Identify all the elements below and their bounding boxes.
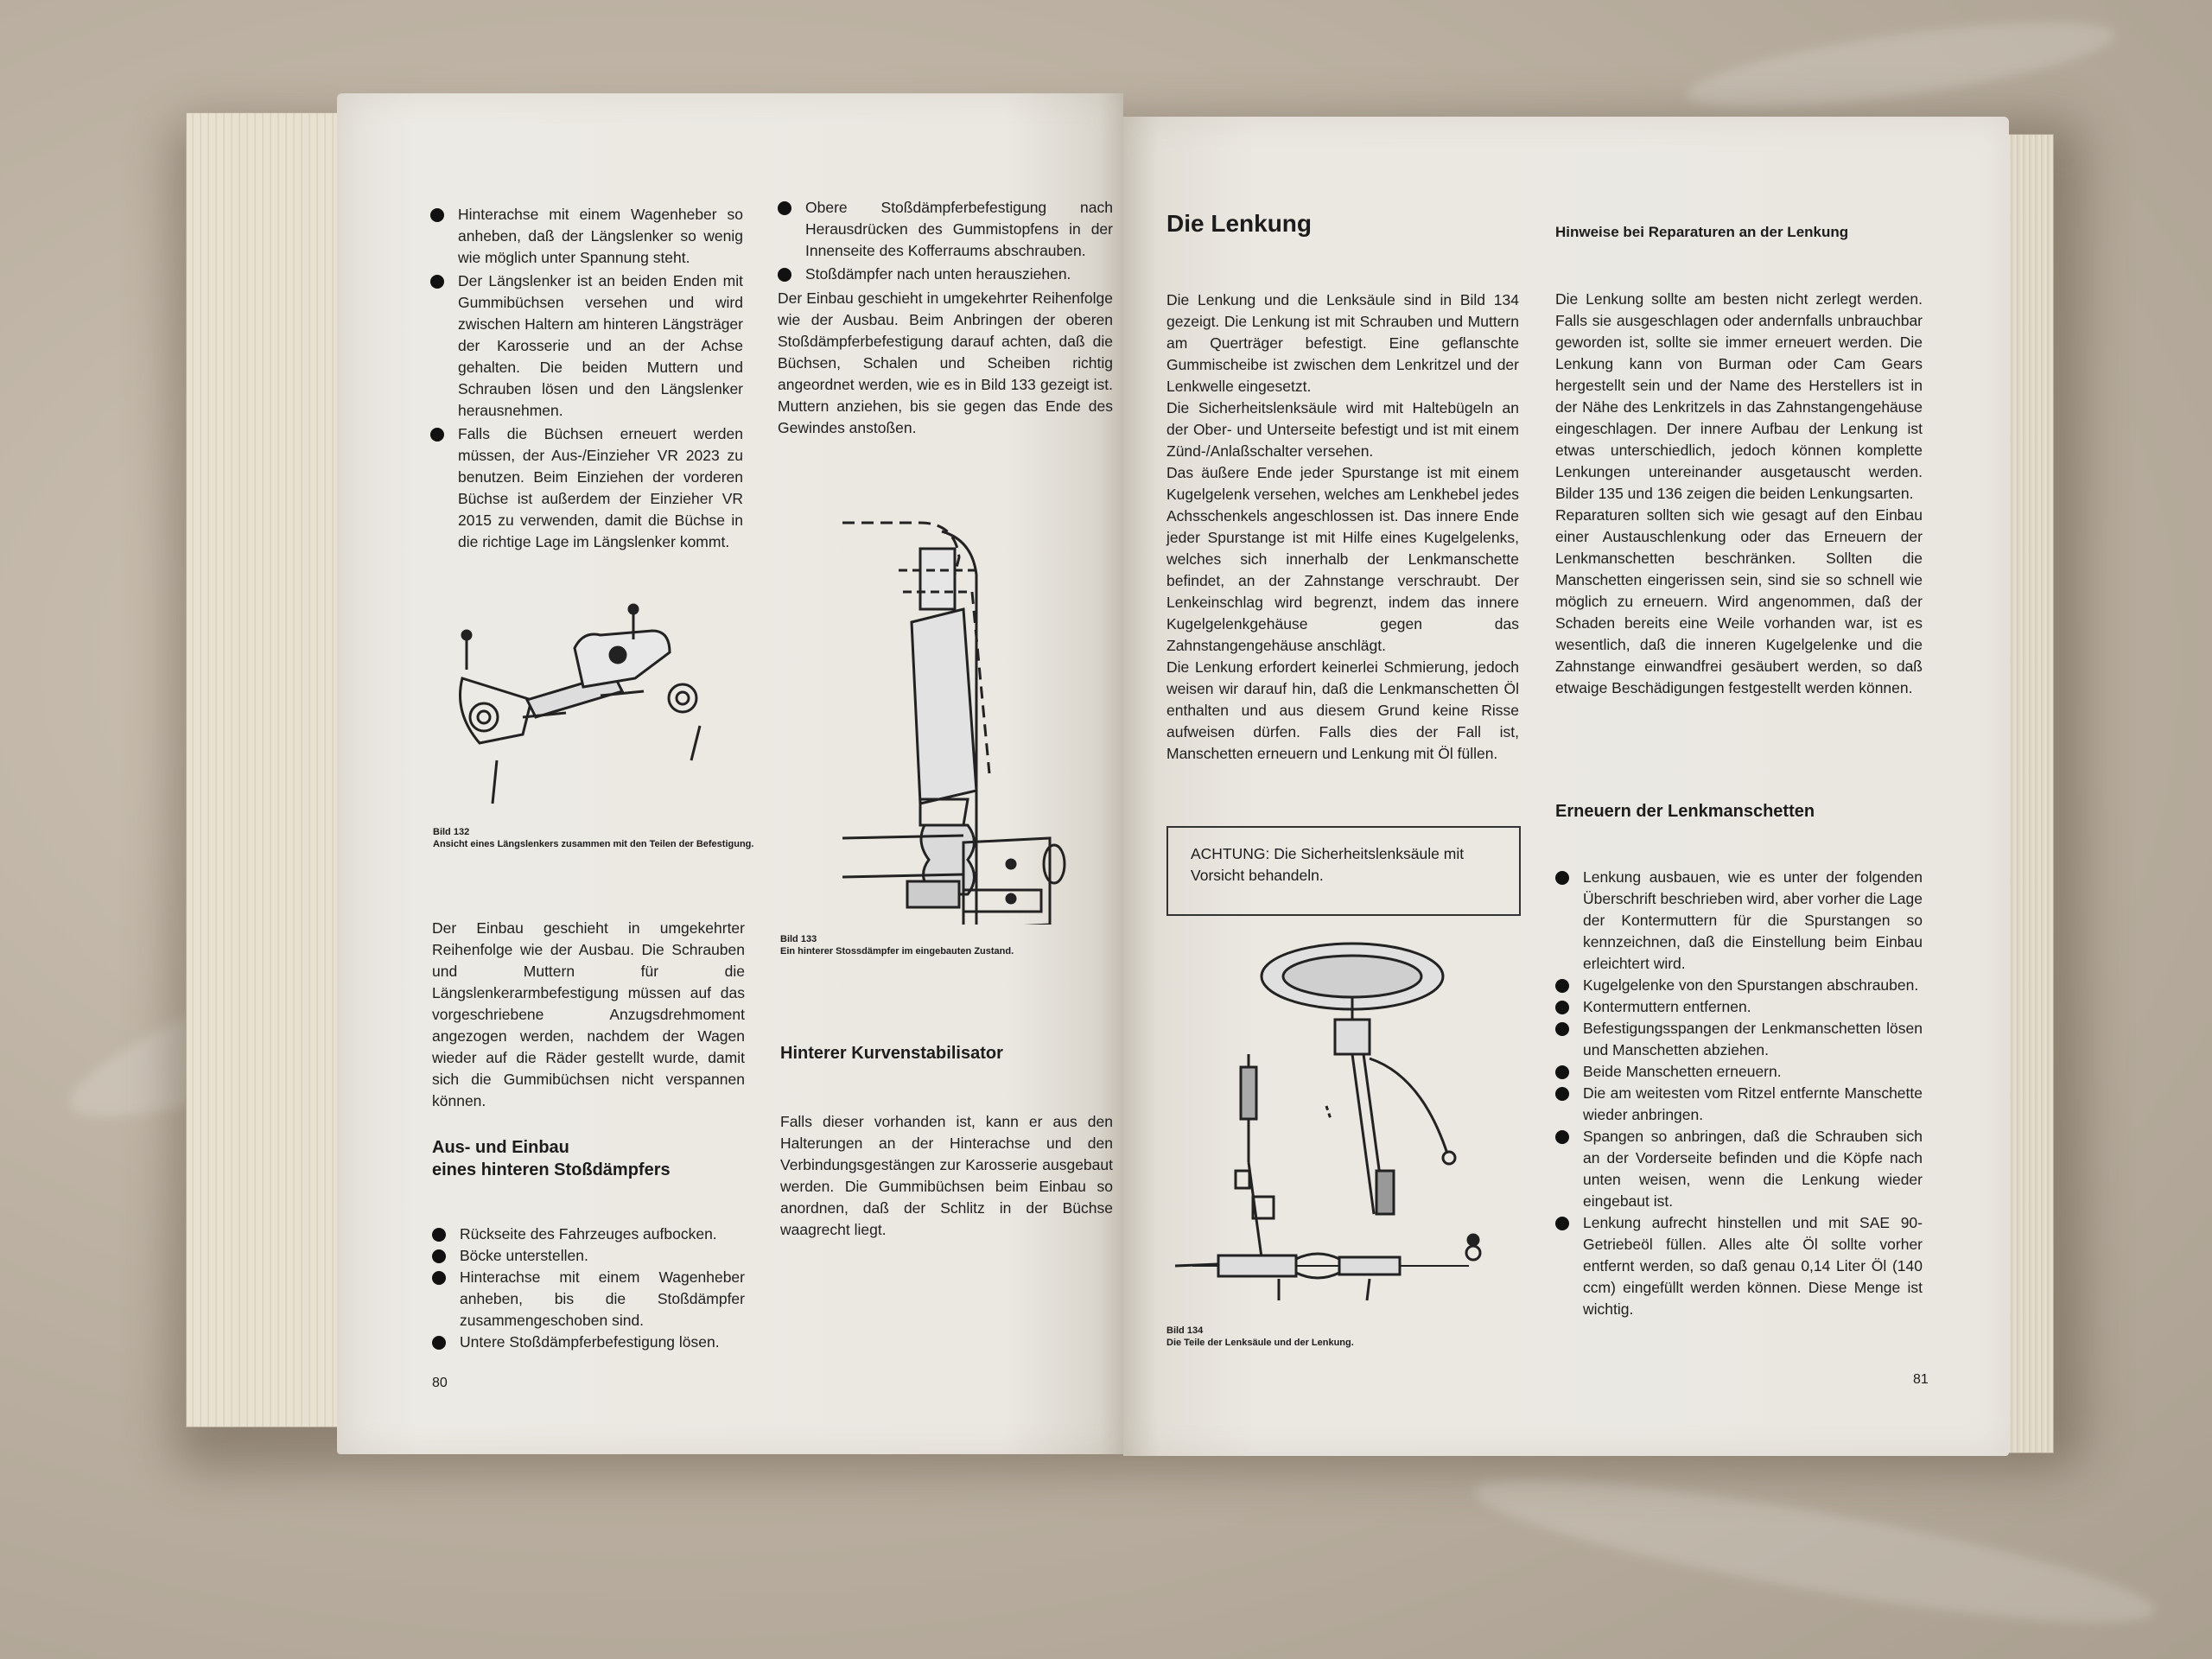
bullet-icon bbox=[432, 1271, 446, 1285]
figure-132-caption: Bild 132 Ansicht eines Längslenkers zusammen mit den Teilen der Befestigung. bbox=[433, 827, 754, 849]
left-col1-bullets-top bbox=[430, 204, 743, 553]
bullet-icon bbox=[1555, 1001, 1569, 1014]
list-item: Der Längslenker ist an beiden Enden mit Gummibüchsen versehen und wird zwischen Haltern am hinteren Längsträger der Karosserie und an der Achse gehalten. Die beiden Muttern und Schrauben lösen und den Längslenker herausnehmen. bbox=[430, 270, 743, 422]
heading-hinweise: Hinweise bei Reparaturen an der Lenkung bbox=[1555, 224, 1849, 240]
left-col2-bullets-top bbox=[778, 197, 1113, 285]
bullet-icon bbox=[1555, 1022, 1569, 1036]
page-title: Die Lenkung bbox=[1166, 210, 1313, 237]
bullet-icon bbox=[778, 268, 791, 282]
page-number-left: 80 bbox=[432, 1376, 448, 1390]
heading-stossdaempfer: Aus- und Einbau eines hinteren Stoßdämpfers bbox=[432, 1138, 671, 1179]
right-col2-bullets bbox=[1555, 867, 1923, 1320]
page-number-right: 81 bbox=[1913, 1372, 1929, 1387]
left-col1-para-einbau: Der Einbau geschieht in umgekehrter Reihenfolge wie der Ausbau. Die Schrauben und Muttern für die Längslenkerarmbefestigung müssen auf das vorgeschriebene Anzugsdrehmoment angezogen werden, nachdem der Wagen wieder auf die Räder gestellt wurde, damit sich die Gummibüchsen nicht verspannen können. bbox=[432, 919, 745, 1109]
bullet-icon bbox=[430, 275, 444, 289]
list-item: Böcke unterstellen. bbox=[432, 1245, 745, 1267]
heading-kurvenstabilisator: Hinterer Kurvenstabilisator bbox=[780, 1044, 1003, 1063]
list-item: Untere Stoßdämpferbefestigung lösen. bbox=[432, 1332, 745, 1353]
list-item: Obere Stoßdämpferbefestigung nach Herausdrücken des Gummistopfens in der Innenseite des Kofferraums abschrauben. bbox=[778, 197, 1113, 262]
left-col1-bullets-stoss bbox=[432, 1224, 745, 1353]
left-col2-para-kurven: Falls dieser vorhanden ist, kann er aus den Halterungen an der Hinterachse und den Verbindungsgestängen zur Karosserie ausgebaut werden. Die Gummibüchsen beim Einbau so anordnen, daß der Schlitz in der Büchse waagrecht liegt. bbox=[780, 1113, 1113, 1238]
list-item: Rückseite des Fahrzeuges aufbocken. bbox=[432, 1224, 745, 1245]
figure-133-caption: Bild 133 Ein hinterer Stossdämpfer im eingebauten Zustand. bbox=[780, 934, 1014, 957]
list-item: Lenkung aufrecht hinstellen und mit SAE 90-Getriebeöl füllen. Alles alte Öl sollte vorher entfernt werden, so daß genau 0,14 Liter Öl (140 ccm) eingefüllt werden können. Diese Menge ist wichtig. bbox=[1555, 1212, 1923, 1320]
bullet-icon bbox=[1555, 1217, 1569, 1230]
list-item: Spangen so anbringen, daß die Schrauben sich an der Vorderseite befinden und die Köpfe nach unten weisen, wenn die Lenkung wieder eingebaut ist. bbox=[1555, 1126, 1923, 1212]
bullet-icon bbox=[1555, 1065, 1569, 1079]
bullet-icon bbox=[1555, 1130, 1569, 1144]
list-item: Befestigungsspangen der Lenkmanschetten lösen und Manschetten abziehen. bbox=[1555, 1018, 1923, 1061]
list-item: Falls die Büchsen erneuert werden müssen, der Aus-/Einzieher VR 2023 zu benutzen. Beim Einziehen der vorderen Büchse ist außerdem der Einzieher VR 2015 zu verwenden, damit die Büchse in die richtige Lage im Längslenker kommt. bbox=[430, 423, 743, 553]
bullet-icon bbox=[432, 1228, 446, 1242]
figure-133-shock-absorber bbox=[842, 514, 1102, 925]
floor-texture bbox=[1467, 1452, 2161, 1649]
bullet-icon bbox=[432, 1249, 446, 1263]
bullet-icon bbox=[430, 428, 444, 442]
floor-texture bbox=[1683, 5, 2120, 125]
bullet-icon bbox=[430, 208, 444, 222]
list-item: Hinterachse mit einem Wagenheber so anheben, daß der Längslenker so wenig wie möglich unter Spannung steht. bbox=[430, 204, 743, 269]
right-page-edges bbox=[2005, 134, 2054, 1453]
left-page-edges bbox=[186, 112, 360, 1427]
list-item: Kontermuttern entfernen. bbox=[1555, 996, 1923, 1018]
list-item: Beide Manschetten erneuern. bbox=[1555, 1061, 1923, 1083]
list-item: Kugelgelenke von den Spurstangen abschrauben. bbox=[1555, 975, 1923, 996]
achtung-notice-box: ACHTUNG: Die Sicherheitslenksäule mit Vorsicht behandeln. bbox=[1166, 826, 1521, 916]
right-col2-paras: Die Lenkung sollte am besten nicht zerlegt werden. Falls sie ausgeschlagen oder andernfalls unbrauchbar geworden ist, sollte sie immer erneuert werden. Die Lenkung kann von Burman oder Cam Gears hergestellt sein und der Name des Herstellers ist in der Nähe des Lenkritzels in das Zahnstangengehäuse eingeschlagen. Der innere Aufbau der Lenkung ist etwas unterschiedlich, jedoch können komplette Lenkungen untereinander ausgetauscht werden. Bilder 135 und 136 zeigen die beiden Lenkungsarten. Reparaturen sollten sich wie gesagt auf den Einbau einer Austauschlenkung oder das Erneuern der Lenkmanschetten beschränken. Sollten die Manschetten eingerissen sein, sind sie so schnell wie möglich zu erneuern. Wird angenommen, daß der Schaden bereits eine Weile vorhanden war, ist es wesentlich, daß die inneren Kugelgelenke und die Zahnstange einwandfrei gesäubert werden, so daß etwaige Beschädigungen festgestellt werden können. bbox=[1555, 290, 1923, 696]
list-item: Lenkung ausbauen, wie es unter der folgenden Überschrift beschrieben wird, aber vorher die Lage der Kontermuttern für die Spurstangen so kennzeichnen, daß die Einstellung beim Einbau erleichtert wird. bbox=[1555, 867, 1923, 975]
bullet-icon bbox=[778, 201, 791, 215]
list-item: Die am weitesten vom Ritzel entfernte Manschette wieder anbringen. bbox=[1555, 1083, 1923, 1126]
heading-erneuern: Erneuern der Lenkmanschetten bbox=[1555, 802, 1815, 821]
bullet-icon bbox=[432, 1336, 446, 1350]
bullet-icon bbox=[1555, 871, 1569, 885]
bullet-icon bbox=[1555, 1087, 1569, 1101]
left-col2-para-einbau: Der Einbau geschieht in umgekehrter Reihenfolge wie der Ausbau. Beim Anbringen der oberen Stoßdämpferbefestigung darauf achten, daß die Büchsen, Schalen und Scheiben richtig angeordnet werden, wie es in Bild 133 gezeigt ist. Muttern anziehen, bis sie gegen das Ende des Gewindes anstoßen. bbox=[778, 289, 1113, 436]
bullet-icon bbox=[1555, 979, 1569, 993]
list-item: Stoßdämpfer nach unten herausziehen. bbox=[778, 264, 1113, 285]
right-col1-paras: Die Lenkung und die Lenksäule sind in Bild 134 gezeigt. Die Lenkung ist mit Schrauben und Muttern am Querträger befestigt. Eine geflanschte Gummischeibe ist zwischen dem Lenkritzel und der Lenkwelle eingesetzt. Die Sicherheitslenksäule wird mit Haltebügeln an der Ober- und Unterseite befestigt und ist mit einem Zünd-/Anlaßschalter versehen. Das äußere Ende jeder Spurstange ist mit einem Kugelgelenk versehen, welches am Lenkhebel jedes Achsschenkels angeschlossen ist. Das innere Ende jeder Spurstange ist mit Hilfe eines Kugelgelenks, welches sich innerhalb der Lenkmanschette befindet, an der Zahnstange verschraubt. Der Lenkeinschlag wird begrenzt, indem das innere Kugelgelenkgehäuse gegen das Zahnstangengehäuse anschlägt. Die Lenkung erfordert keinerlei Schmierung, jedoch weisen wir darauf hin, daß die Lenkmanschetten Öl enthalten und aus diesem Grund keine Risse aufweisen dürfen. Falls dies der Fall ist, Manschetten erneuern und Lenkung mit Öl füllen. bbox=[1166, 291, 1519, 762]
list-item: Hinterachse mit einem Wagenheber anheben, bis die Stoßdämpfer zusammengeschoben sind. bbox=[432, 1267, 745, 1332]
figure-132-trailing-arm bbox=[445, 596, 739, 812]
figure-134-steering-parts bbox=[1166, 938, 1529, 1318]
figure-134-caption: Bild 134 Die Teile der Lenksäule und der Lenkung. bbox=[1166, 1325, 1354, 1348]
